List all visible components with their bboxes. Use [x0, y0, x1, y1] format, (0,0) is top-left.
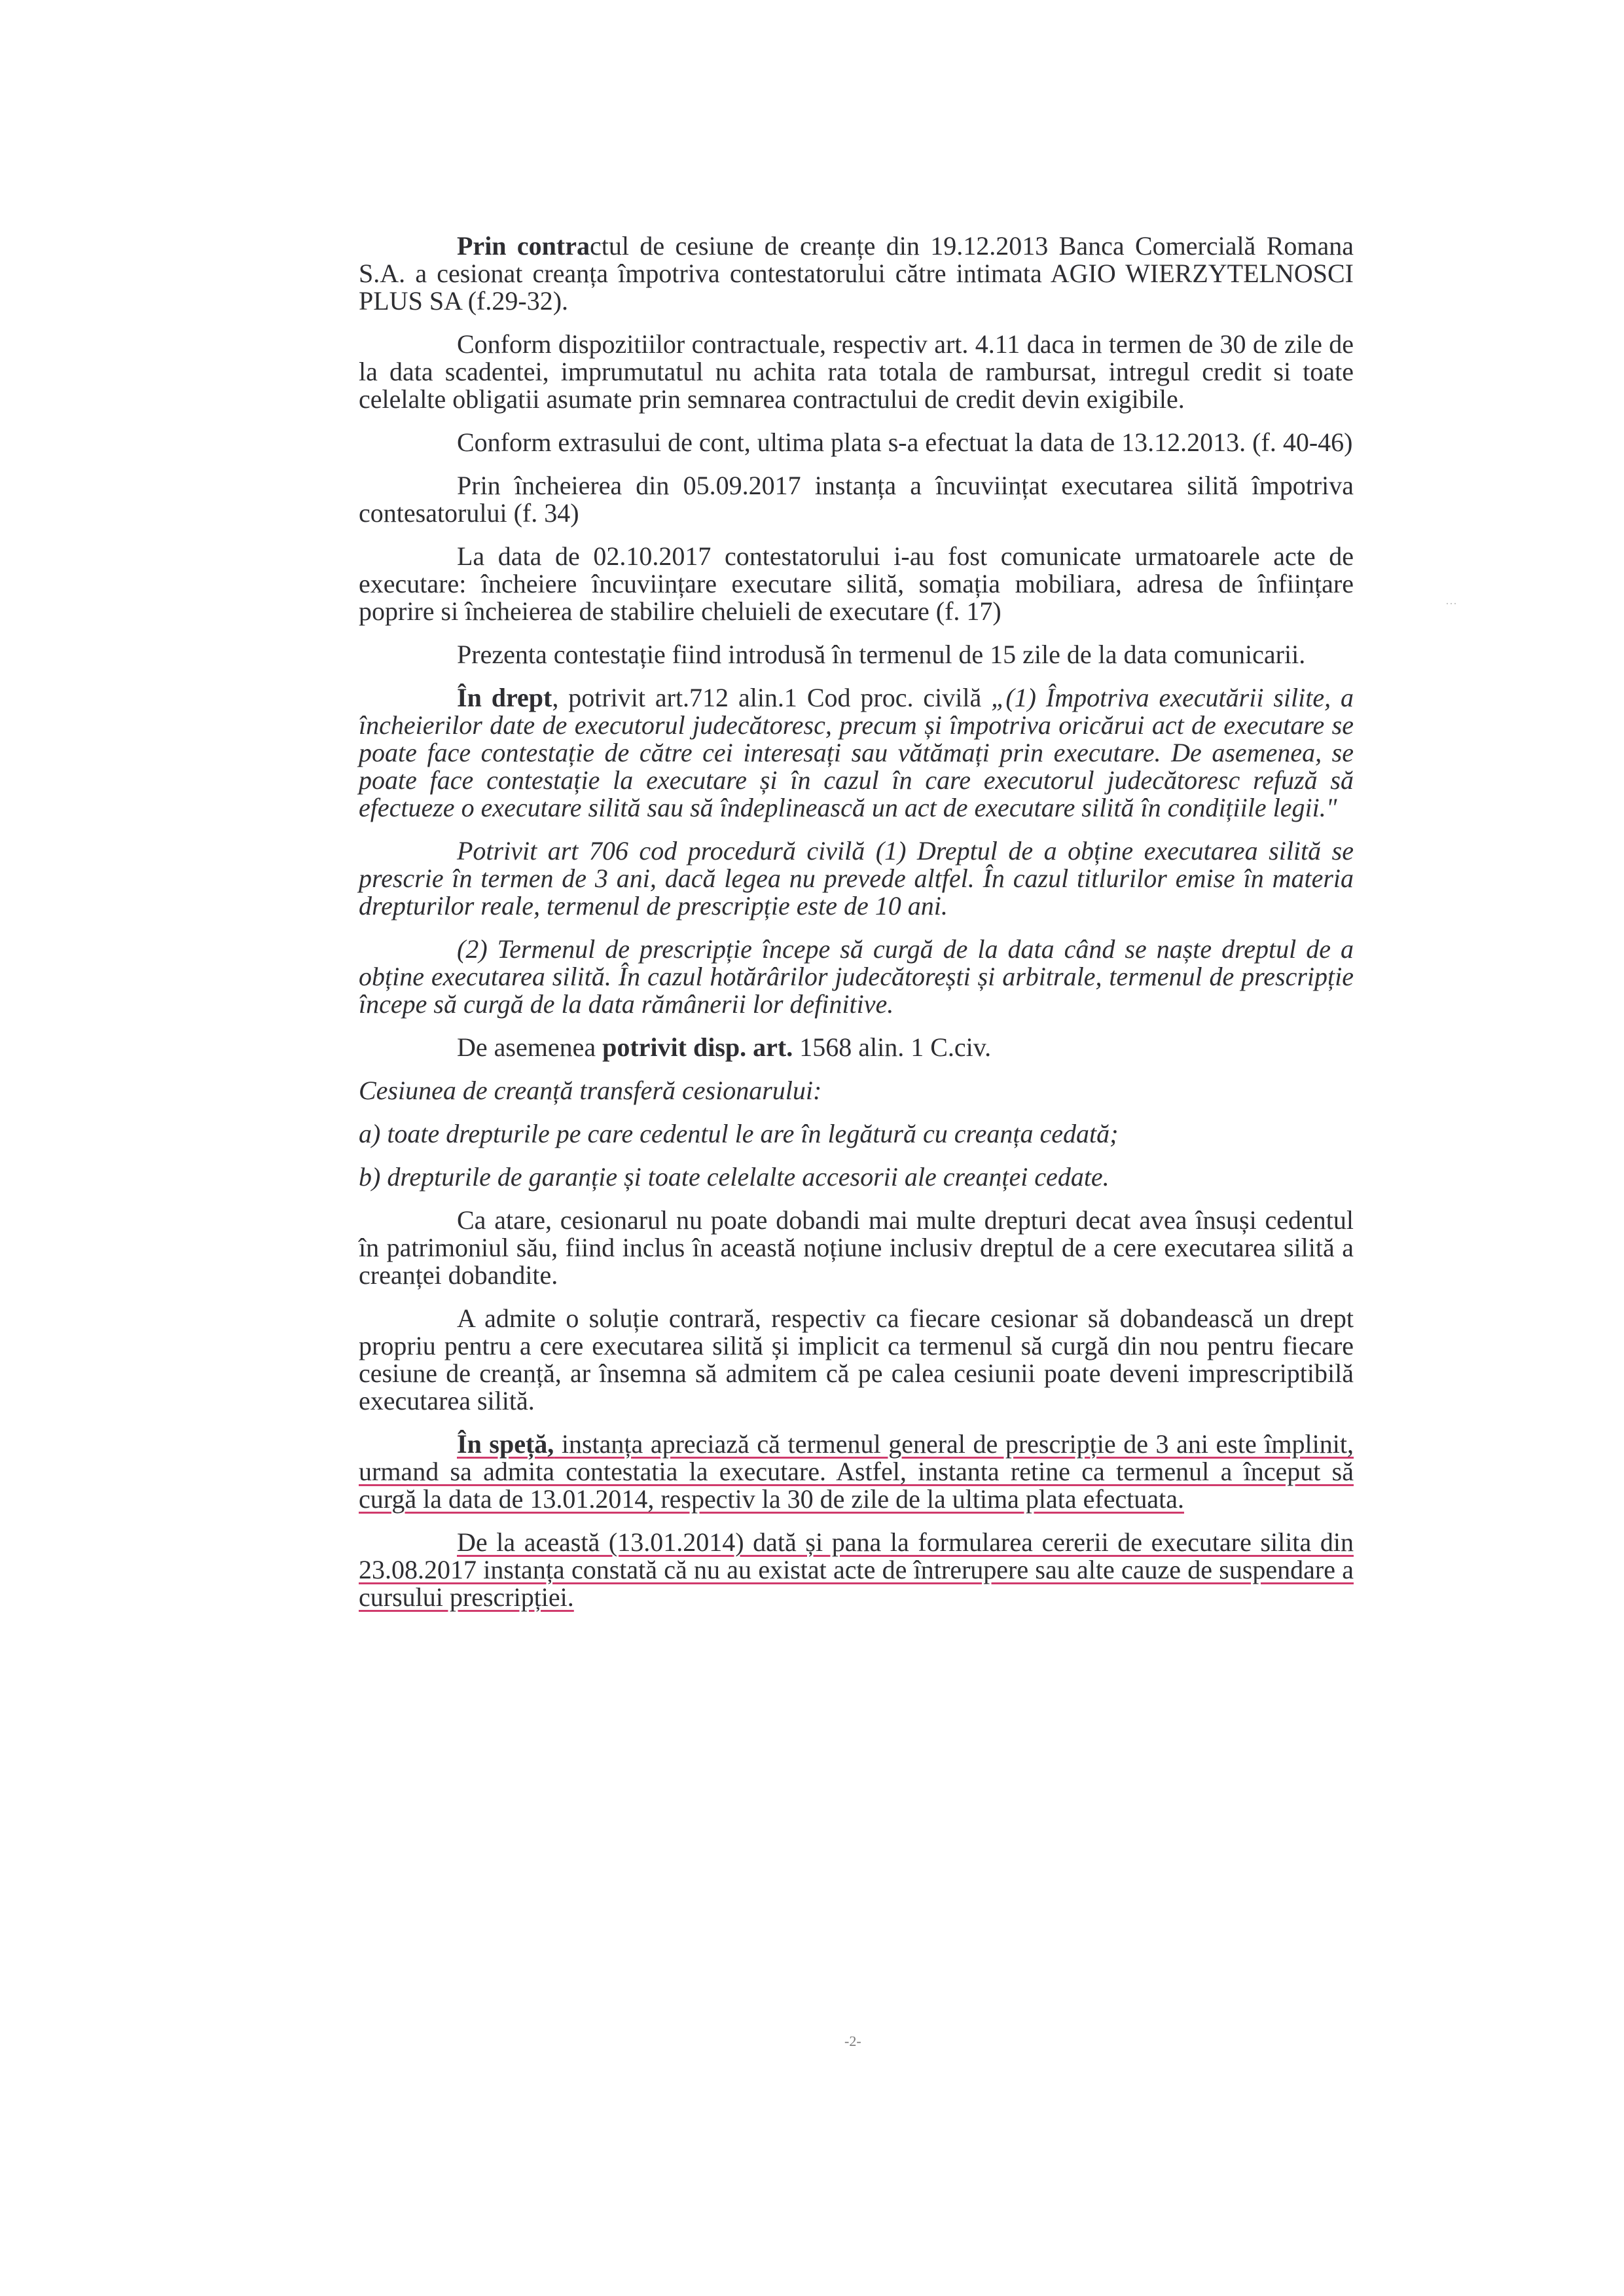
paragraph-in-casu-underlined — [359, 1430, 1354, 1513]
paragraph-article-1568 — [359, 1034, 1354, 1191]
list-item-b: b) drepturile de garanție și toate celelalte accesorii ale creanței cedate. — [359, 1162, 1110, 1192]
article-1568-heading: Cesiunea de creanță transferă cesionarului: — [359, 1076, 822, 1105]
list-item-a: a) toate drepturile pe care cedentul le are în legătură cu creanța cedată; — [359, 1119, 1119, 1148]
paragraph-article-706-1: Potrivit art 706 cod procedură civilă (1) Dreptul de a obține executarea silită se prescrie în termen de 3 ani, dacă legea nu prevede altfel. În cazul titlurilor emise în materia drepturilor reale, termenul de prescripție este de 10 ani. — [359, 836, 1354, 920]
paragraph-filing-term: Prezenta contestație fiind introdusă în termenul de 15 zile de la data comunicarii. — [457, 640, 1306, 669]
paragraph-account-statement: Conform extrasului de cont, ultima plata s-a efectuat la data de 13.12.2013. (f. 40-46) — [457, 428, 1353, 457]
page-number: -2- — [844, 2033, 861, 2049]
paragraph-enforcement-approval: Prin încheierea din 05.09.2017 instanța a încuviințat executarea silită împotriva contesatorului (f. 34) — [359, 471, 1354, 528]
intro-pre: De asemenea — [457, 1032, 603, 1062]
paragraph-text: instanța apreciază că termenul general de prescripție de 3 ani este împlinit, urmand sa admita contestatia la executare. Astfel, instanta retine ca termenul a început să curgă la data de 13.01.2014, respectiv la 30 de zile de la ultima plata efectuata. — [359, 1429, 1354, 1514]
paragraph-text: ctul de cesiune de creanțe din 19.12.2013 Banca Comercială Romana S.A. a cesionat creanța împotriva contestatorului către intimata AGIO WIERZYTELNOSCI PLUS SA (f.29-32). — [359, 231, 1354, 316]
paragraph-lead-bold: Prin contra — [457, 231, 590, 261]
scan-edge-mark: ··· — [1445, 597, 1457, 610]
paragraph-no-interruption-underlined: De la această (13.01.2014) dată și pana la formularea cererii de executare silita din 23.08.2017 instanța constată că nu au existat acte de întrerupere sau alte cauze de suspendare a cursului prescripției. — [359, 1527, 1354, 1612]
legal-quote: „(1) Împotriva executării silite, a încheierilor date de executorul judecătoresc, precum și împotriva oricărui act de executare se poate face contestație de către cei interesați sau vătămați prin executare. De asemenea, se poate face contestație la executare și în cazul în care executorul judecătoresc refuză să efectueze o executare silită sau să îndeplinească un act de executare silită în condițiile legii." — [359, 683, 1354, 822]
paragraph-cessionary-rights: Ca atare, cesionarul nu poate dobandi mai multe drepturi decat avea însuși cedentul în patrimoniul său, fiind inclus în această noțiune inclusiv dreptul de a cere executarea silită a creanței dobandite. — [359, 1205, 1354, 1290]
paragraph-contrary-solution: A admite o soluție contrară, respectiv ca fiecare cesionar să dobandească un drept propriu pentru a cere executarea silită și implicit ca termenul să curgă din nou pentru fiecare cesiune de creanță, ar însemna să admitem că pe calea cesiunii poate deveni imprescriptibilă executarea silită. — [359, 1303, 1354, 1415]
intro-post: 1568 alin. 1 C.civ. — [793, 1032, 992, 1062]
paragraph-article-706-2: (2) Termenul de prescripție începe să curgă de la data când se naște dreptul de a obține executarea silită. În cazul hotărârilor judecătorești și arbitrale, termenul de prescripție începe să curgă de la data rămânerii lor definitive. — [359, 934, 1354, 1019]
document-body — [359, 232, 1354, 1627]
article-1568-intro — [359, 1034, 1354, 1061]
paragraph-contract-provisions: Conform dispozitiilor contractuale, respectiv art. 4.11 daca in termen de 30 de zile de la data scadentei, imprumutatul nu achita rata totala de rambursat, intregul credit si toate celelalte obligatii asumate prin semnarea contractului de credit devin exigibile. — [359, 329, 1354, 414]
paragraph-communicated-acts: La data de 02.10.2017 contestatorului i-au fost comunicate urmatoarele acte de executare: încheiere încuviințare executare silită, somația mobiliara, adresa de înființare poprire si încheierea de stabilire cheluieli de executare (f. 17) — [359, 541, 1354, 626]
paragraph-legal-basis — [359, 684, 1354, 822]
paragraph-text: , potrivit art.712 alin.1 Cod proc. civilă — [552, 683, 992, 712]
paragraph-cession-contract — [359, 232, 1354, 315]
intro-bold: potrivit disp. art. — [602, 1032, 793, 1062]
paragraph-lead-bold: În drept — [457, 683, 552, 712]
paragraph-lead-bold: În speță, — [457, 1429, 554, 1459]
